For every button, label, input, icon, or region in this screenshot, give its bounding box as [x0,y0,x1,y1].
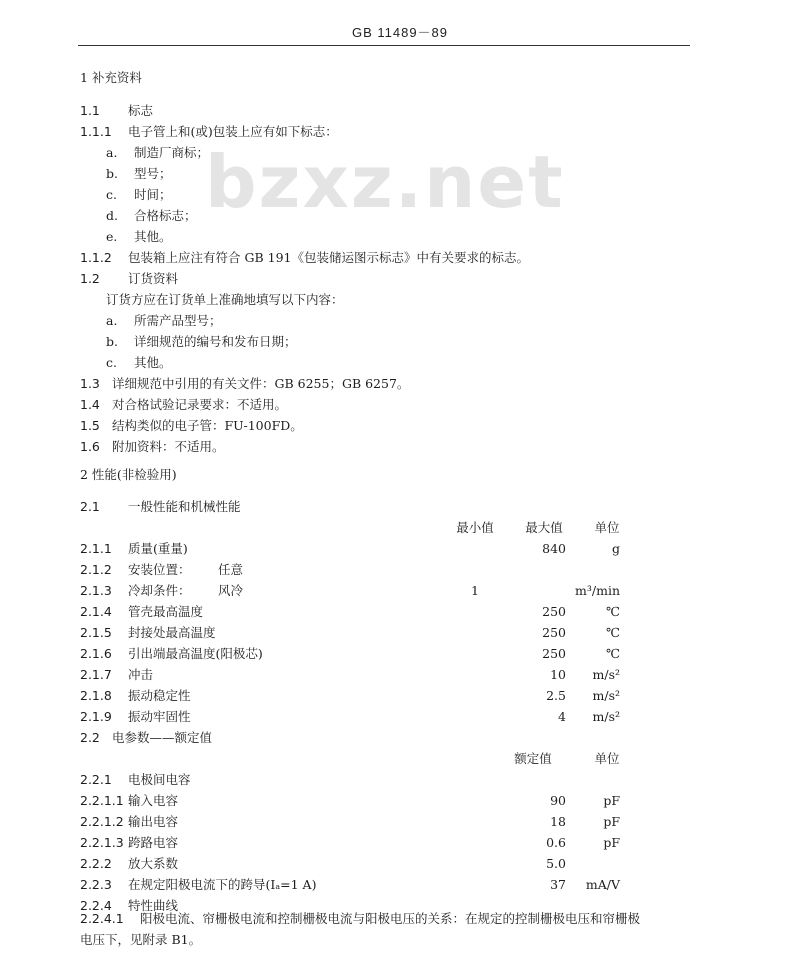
row-name: 引出端最高温度(阳极芯) [128,646,263,661]
clause-text: 电子管上和(或)包装上应有如下标志： [128,124,338,139]
column-header-unit: 单位 [594,751,620,766]
list-marker: a. [106,313,118,328]
row-number: 2.1.8 [80,688,112,703]
row-number: 2.1.6 [80,646,112,661]
row-number: 2.1.7 [80,667,112,682]
row-value-text: 风冷 [218,583,244,598]
row-max: 250 [542,646,566,661]
list-item: 制造厂商标； [134,145,210,160]
clause-number: 1.4 [80,397,100,412]
row-number: 2.2.2 [80,856,112,871]
clause-text: 附加资料：不适用。 [112,439,225,454]
row-number: 2.2.1 [80,772,112,787]
clause-text: 对合格试验记录要求：不适用。 [112,397,288,412]
row-unit: m/s² [592,667,620,682]
list-item: 详细规范的编号和发布日期； [134,334,297,349]
section-2-heading: 2 性能(非检验用) [80,467,177,482]
list-item: 型号； [134,166,172,181]
row-rated-value: 90 [550,793,566,808]
column-header-rated: 额定值 [514,751,552,766]
column-header-min: 最小值 [456,520,494,535]
clause-number: 1.1.2 [80,250,112,265]
row-unit: m³/min [575,583,620,598]
row-number: 2.1.5 [80,625,112,640]
row-name: 振动稳定性 [128,688,191,703]
row-unit: mA/V [585,877,620,892]
clause-text: 包装箱上应注有符合 GB 191《包装储运图示标志》中有关要求的标志。 [128,250,529,265]
list-marker: d. [106,208,118,223]
row-name: 输入电容 [128,793,179,808]
clause-number: 1.5 [80,418,100,433]
row-unit: pF [603,793,620,808]
row-unit: ℃ [606,625,620,640]
row-number: 2.2.1.3 [80,835,124,850]
list-marker: a. [106,145,118,160]
row-unit: ℃ [606,604,620,619]
clause-number: 2.2.4.1 [80,911,124,926]
row-name: 冲击 [128,667,154,682]
row-name: 电极间电容 [128,772,191,787]
row-unit: m/s² [592,688,620,703]
row-number: 2.1.3 [80,583,112,598]
row-value-text: 任意 [218,562,244,577]
clause-number: 1.2 [80,271,100,286]
clause-number: 1.1 [80,103,100,118]
row-unit: g [611,541,620,556]
row-max: 10 [550,667,566,682]
row-number: 2.1.1 [80,541,112,556]
row-number: 2.2.3 [80,877,112,892]
list-marker: e. [106,229,118,244]
document-header: GB 11489－89 [351,25,449,40]
list-item: 其他。 [134,355,172,370]
row-max: 250 [542,625,566,640]
header-rule [78,45,690,46]
clause-text-continued: 电压下，见附录 B1。 [80,932,202,947]
row-name: 特性曲线 [128,898,179,913]
clause-text: 结构类似的电子管：FU-100FD。 [112,418,303,433]
row-rated-value: 18 [550,814,566,829]
clause-number: 1.6 [80,439,100,454]
row-name: 放大系数 [128,856,179,871]
list-item: 时间； [134,187,172,202]
list-item: 合格标志； [134,208,197,223]
clause-number: 1.1.1 [80,124,112,139]
clause-number: 2.1 [80,499,100,514]
row-max: 250 [542,604,566,619]
list-marker: b. [106,166,118,181]
row-unit: pF [603,814,620,829]
list-item: 所需产品型号； [134,313,222,328]
clause-number: 1.3 [80,376,100,391]
list-item: 其他。 [134,229,172,244]
row-rated-value: 0.6 [546,835,566,850]
list-marker: c. [106,187,117,202]
clause-title: 电参数——额定值 [112,730,213,745]
row-name: 封接处最高温度 [128,625,216,640]
row-unit: m/s² [592,709,620,724]
clause-title: 标志 [128,103,154,118]
row-number: 2.2.4 [80,898,112,913]
row-rated-value: 5.0 [546,856,566,871]
clause-text: 阳极电流、帘栅极电流和控制栅极电流与阳极电压的关系：在规定的控制栅极电压和帘栅极 [140,911,641,926]
row-number: 2.1.4 [80,604,112,619]
row-number: 2.2.1.1 [80,793,124,808]
row-name: 冷却条件： [128,583,191,598]
watermark: bzxz.net [205,140,565,224]
clause-text: 详细规范中引用的有关文件：GB 6255；GB 6257。 [112,376,410,391]
list-marker: b. [106,334,118,349]
clause-title: 一般性能和机械性能 [128,499,241,514]
column-header-max: 最大值 [525,520,563,535]
row-name: 质量(重量) [128,541,188,556]
row-name: 跨路电容 [128,835,179,850]
row-max: 840 [542,541,566,556]
column-header-unit: 单位 [594,520,620,535]
row-max: 4 [558,709,566,724]
clause-number: 2.2 [80,730,100,745]
section-1-heading: 1 补充资料 [80,70,142,85]
row-name: 在规定阳极电流下的跨导(Iₐ=1 A) [128,877,317,892]
row-number: 2.2.1.2 [80,814,124,829]
row-max: 2.5 [546,688,566,703]
row-rated-value: 37 [550,877,566,892]
clause-title: 订货资料 [128,271,179,286]
row-number: 2.1.9 [80,709,112,724]
row-min: 1 [471,583,479,598]
row-unit: pF [603,835,620,850]
list-marker: c. [106,355,117,370]
row-number: 2.1.2 [80,562,112,577]
row-name: 振动牢固性 [128,709,191,724]
row-unit: ℃ [606,646,620,661]
row-name: 安装位置： [128,562,191,577]
row-name: 输出电容 [128,814,179,829]
clause-paragraph: 订货方应在订货单上准确地填写以下内容： [106,292,344,307]
row-name: 管壳最高温度 [128,604,204,619]
